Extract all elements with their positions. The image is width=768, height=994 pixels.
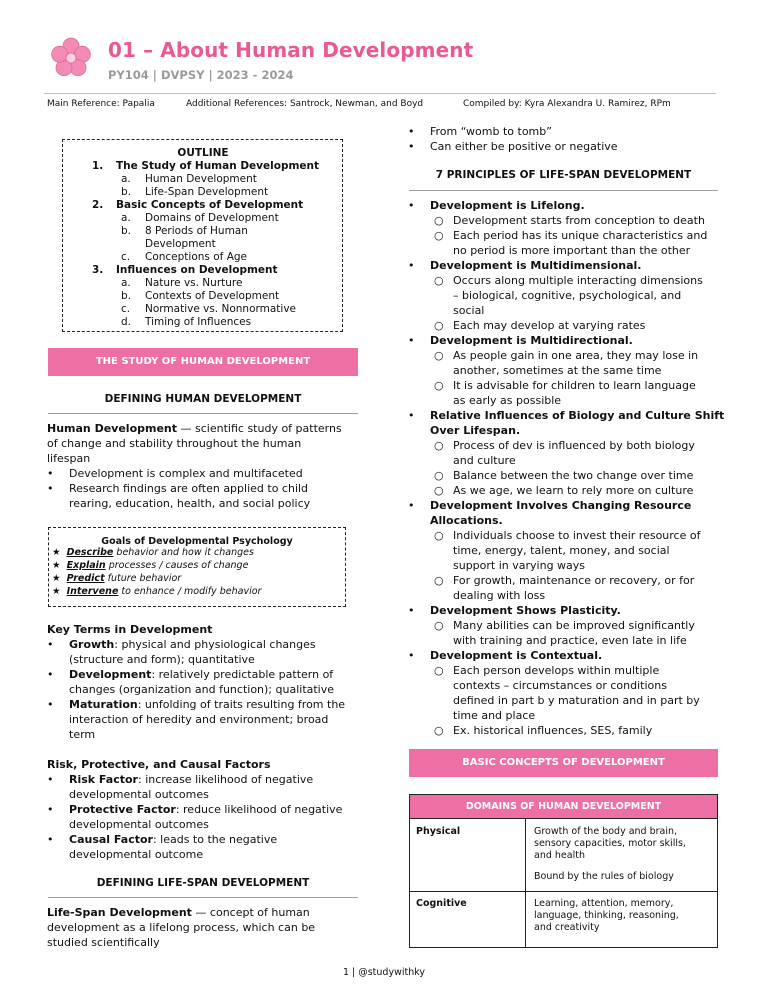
goal-text: behavior and how it changes	[113, 547, 254, 558]
sub-text: social	[453, 304, 485, 317]
goal-intervene	[52, 586, 261, 597]
term-growth: Growth	[69, 638, 115, 651]
lifespan-term: Life-Span Development	[47, 906, 192, 919]
basic-concepts-banner: BASIC CONCEPTS OF DEVELOPMENT	[409, 749, 718, 777]
sub-text: Each may develop at varying rates	[453, 319, 646, 332]
goal-key: Intervene	[66, 586, 119, 597]
sub-text: dealing with loss	[453, 589, 546, 602]
bullet-icon: •	[47, 803, 54, 816]
principle-6: Development Shows Plasticity.	[430, 604, 621, 617]
hd-term: Human Development	[47, 422, 178, 435]
goal-text: processes / causes of change	[105, 560, 249, 571]
term-causal: Causal Factor	[69, 833, 153, 846]
bullet-icon: •	[408, 199, 415, 212]
section-divider	[48, 413, 358, 414]
goal-key: Describe	[66, 547, 114, 558]
star-icon: ★	[52, 547, 61, 558]
sub-text: Occurs along multiple interacting dimensions	[453, 274, 703, 287]
header-divider	[44, 93, 716, 94]
bullet-icon: •	[408, 499, 415, 512]
bullet-icon: •	[47, 638, 54, 651]
outline-section-3: Influences on Development	[116, 264, 278, 276]
outline-num: 1.	[92, 160, 104, 172]
lifespan-def-line-2: development as a lifelong process, which can be	[47, 921, 316, 934]
sub-bullet-icon: ○	[434, 469, 444, 482]
table-col-divider	[525, 818, 526, 947]
sub-text: Process of dev is influenced by both biology	[453, 439, 695, 452]
goal-key: Predict	[66, 573, 105, 584]
sub-bullet-icon: ○	[434, 529, 444, 542]
outline-letter: a.	[121, 212, 131, 224]
star-icon: ★	[52, 586, 61, 597]
term-def: : increase likelihood of negative	[138, 773, 314, 786]
outline-item: Normative vs. Nonnormative	[145, 303, 296, 315]
outline-item: Life-Span Development	[145, 186, 269, 198]
term-protective: Protective Factor	[69, 803, 176, 816]
bullet-text: rearing, education, health, and social policy	[69, 497, 311, 510]
domain-desc: and health	[534, 850, 585, 861]
page-footer: 1 | @studywithky	[342, 967, 426, 978]
bullet-icon: •	[47, 668, 54, 681]
outline-letter: a.	[121, 277, 131, 289]
principle-2: Development is Multidimensional.	[430, 259, 642, 272]
term-def: developmental outcomes	[69, 818, 209, 831]
sub-text: As we age, we learn to rely more on culture	[453, 484, 694, 497]
goal-explain	[52, 560, 248, 571]
star-icon: ★	[52, 560, 61, 571]
star-icon: ★	[52, 573, 61, 584]
term-def: : leads to the negative	[152, 833, 278, 846]
goals-title: Goals of Developmental Psychology	[101, 536, 293, 547]
term-def: : unfolding of traits resulting from the	[137, 698, 346, 711]
outline-letter: d.	[121, 316, 132, 328]
sub-bullet-icon: ○	[434, 379, 444, 392]
flower-logo-icon	[50, 37, 92, 79]
course-subtitle: PY104 | DVPSY | 2023 - 2024	[108, 68, 294, 82]
domain-cognitive: Cognitive	[416, 898, 467, 909]
sub-text: Development starts from conception to death	[453, 214, 705, 227]
sub-text: Balance between the two change over time	[453, 469, 694, 482]
principle-7: Development is Contextual.	[430, 649, 603, 662]
domains-table-header: DOMAINS OF HUMAN DEVELOPMENT	[410, 795, 717, 818]
sub-bullet-icon: ○	[434, 619, 444, 632]
domain-desc: language, thinking, reasoning,	[534, 910, 679, 921]
sub-text: Each person develops within multiple	[453, 664, 660, 677]
term-def: developmental outcome	[69, 848, 204, 861]
outline-box	[62, 139, 343, 332]
outline-item: Timing of Influences	[145, 316, 252, 328]
goal-describe	[52, 547, 254, 558]
sub-bullet-icon: ○	[434, 484, 444, 497]
term-risk: Risk Factor	[69, 773, 138, 786]
sub-text: no period is more important than the other	[453, 244, 691, 257]
bullet-icon: •	[47, 833, 54, 846]
bullet-icon: •	[408, 140, 415, 153]
hd-def-text: — scientific study of patterns	[177, 422, 342, 435]
bullet-icon: •	[408, 604, 415, 617]
principle-5-cont: Allocations.	[430, 514, 503, 527]
term-def: interaction of heredity and environment; broad	[69, 713, 329, 726]
principle-4-cont: Over Lifespan.	[430, 424, 521, 437]
table-row-divider	[410, 818, 717, 819]
sub-text: – biological, cognitive, psychological, and	[453, 289, 682, 302]
bullet-text: Development is complex and multifaceted	[69, 467, 303, 480]
sub-bullet-icon: ○	[434, 229, 444, 242]
lifespan-def-line-3: studied scientifically	[47, 936, 160, 949]
main-reference: Main Reference: Papalia	[47, 99, 155, 109]
domain-physical: Physical	[416, 826, 461, 837]
outline-title: OUTLINE	[177, 147, 229, 159]
principle-4: Relative Influences of Biology and Culture Shift	[430, 409, 725, 422]
domain-desc: and creativity	[534, 922, 600, 933]
term-def: (structure and form); quantitative	[69, 653, 255, 666]
page-title: 01 – About Human Development	[108, 38, 474, 62]
outline-num: 3.	[92, 264, 104, 276]
bullet-icon: •	[408, 125, 415, 138]
sub-text: time and place	[453, 709, 536, 722]
sub-text: contexts – circumstances or conditions	[453, 679, 667, 692]
term-def: : relatively predictable pattern of	[151, 668, 334, 681]
principle-3: Development is Multidirectional.	[430, 334, 633, 347]
bullet-icon: •	[47, 467, 54, 480]
sub-text: time, energy, talent, money, and social	[453, 544, 670, 557]
risk-title: Risk, Protective, and Causal Factors	[47, 758, 271, 771]
outline-item: Contexts of Development	[145, 290, 280, 302]
domain-desc: Growth of the body and brain,	[534, 826, 678, 837]
goal-key: Explain	[66, 560, 106, 571]
outline-item: Development	[145, 238, 216, 250]
bullet-icon: •	[408, 649, 415, 662]
outline-letter: c.	[121, 251, 131, 263]
sub-bullet-icon: ○	[434, 349, 444, 362]
sub-text: defined in part b y maturation and in part by	[453, 694, 700, 707]
sub-text: with training and practice, even late in life	[453, 634, 687, 647]
bullet-text: From “womb to tomb”	[430, 125, 552, 138]
compiled-by: Compiled by: Kyra Alexandra U. Ramirez, RPm	[463, 99, 671, 109]
term-def: term	[69, 728, 96, 741]
principle-1: Development is Lifelong.	[430, 199, 585, 212]
additional-references: Additional References: Santrock, Newman, and Boyd	[186, 99, 424, 109]
sub-text: Each period has its unique characteristics and	[453, 229, 708, 242]
outline-num: 2.	[92, 199, 104, 211]
sub-bullet-icon: ○	[434, 319, 444, 332]
bullet-icon: •	[47, 482, 54, 495]
bullet-icon: •	[408, 409, 415, 422]
domains-table	[409, 794, 718, 948]
outline-letter: c.	[121, 303, 131, 315]
sub-text: It is advisable for children to learn language	[453, 379, 696, 392]
sub-bullet-icon: ○	[434, 724, 444, 737]
outline-letter: a.	[121, 173, 131, 185]
sub-bullet-icon: ○	[434, 274, 444, 287]
principle-5: Development Involves Changing Resource	[430, 499, 692, 512]
sub-text: Ex. historical influences, SES, family	[453, 724, 653, 737]
bullet-icon: •	[47, 698, 54, 711]
term-def: : reduce likelihood of negative	[175, 803, 343, 816]
sub-bullet-icon: ○	[434, 574, 444, 587]
key-terms-title: Key Terms in Development	[47, 623, 213, 636]
principles-heading: 7 PRINCIPLES OF LIFE-SPAN DEVELOPMENT	[435, 169, 692, 181]
hd-definition-line	[47, 421, 342, 436]
outline-item: 8 Periods of Human	[145, 225, 248, 237]
domain-desc: Bound by the rules of biology	[534, 871, 674, 882]
bullet-text: Can either be positive or negative	[430, 140, 618, 153]
sub-text: as early as possible	[453, 394, 562, 407]
section-divider	[48, 897, 358, 898]
sub-bullet-icon: ○	[434, 214, 444, 227]
sub-text: Individuals choose to invest their resource of	[453, 529, 701, 542]
outline-item: Nature vs. Nurture	[145, 277, 243, 289]
study-banner: THE STUDY OF HUMAN DEVELOPMENT	[48, 348, 358, 376]
hd-def-line-2: of change and stability throughout the human	[47, 437, 302, 450]
term-development: Development	[69, 668, 152, 681]
goal-text: future behavior	[104, 573, 182, 584]
bullet-icon: •	[408, 334, 415, 347]
bullet-icon: •	[47, 773, 54, 786]
term-maturation: Maturation	[69, 698, 138, 711]
sub-text: another, sometimes at the same time	[453, 364, 662, 377]
sub-text: Many abilities can be improved significantly	[453, 619, 695, 632]
defining-lifespan-heading: DEFINING LIFE-SPAN DEVELOPMENT	[96, 877, 310, 889]
outline-letter: b.	[121, 290, 132, 302]
sub-bullet-icon: ○	[434, 664, 444, 677]
goals-box	[48, 527, 346, 607]
goal-predict	[52, 573, 181, 584]
outline-item: Conceptions of Age	[145, 251, 247, 263]
lifespan-def-text: — concept of human	[191, 906, 310, 919]
table-row-divider	[410, 891, 717, 892]
term-def: : physical and physiological changes	[114, 638, 316, 651]
sub-text: For growth, maintenance or recovery, or for	[453, 574, 695, 587]
hd-def-line-3: lifespan	[47, 452, 91, 465]
sub-bullet-icon: ○	[434, 439, 444, 452]
outline-item: Human Development	[145, 173, 257, 185]
lifespan-def-line	[47, 905, 310, 920]
bullet-icon: •	[408, 259, 415, 272]
outline-letter: b.	[121, 186, 132, 198]
section-divider	[409, 190, 718, 191]
outline-item: Domains of Development	[145, 212, 279, 224]
domain-desc: sensory capacities, motor skills,	[534, 838, 686, 849]
outline-section-2: Basic Concepts of Development	[116, 199, 304, 211]
outline-section-1: The Study of Human Development	[116, 160, 320, 172]
domain-desc: Learning, attention, memory,	[534, 898, 674, 909]
term-def: changes (organization and function); qualitative	[69, 683, 335, 696]
term-def: developmental outcomes	[69, 788, 209, 801]
defining-hd-heading: DEFINING HUMAN DEVELOPMENT	[104, 393, 302, 405]
goal-text: to enhance / modify behavior	[118, 586, 262, 597]
outline-letter: b.	[121, 225, 132, 237]
bullet-text: Research findings are often applied to child	[69, 482, 309, 495]
sub-text: and culture	[453, 454, 516, 467]
sub-text: support in varying ways	[453, 559, 586, 572]
sub-text: As people gain in one area, they may lose in	[453, 349, 699, 362]
